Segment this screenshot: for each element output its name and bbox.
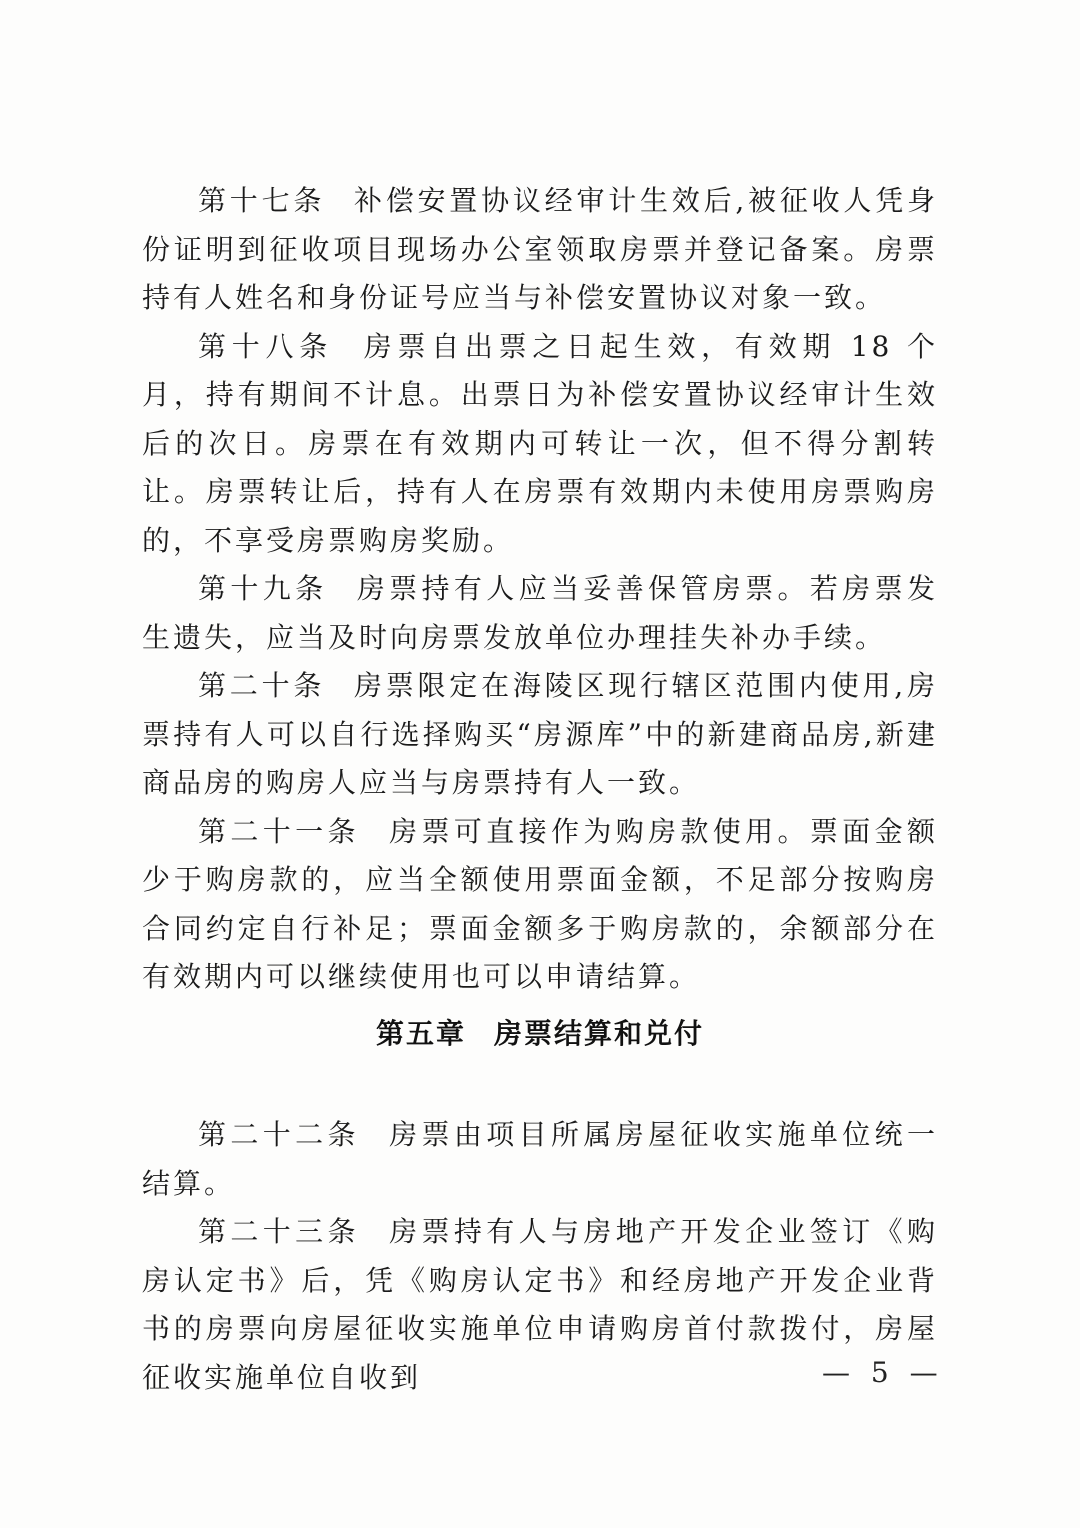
chapter-title: 房票结算和兑付 [494,1017,705,1050]
chapter-heading [0,1012,1080,1052]
article-17 [142,177,938,323]
article-text: 房票限定在海陵区现行辖区范围内使用,房票持有人可以自行选择购买“房源库”中的新建商品房,新建商品房的购房人应当与房票持有人一致。 [142,669,938,799]
article-text: 房票由项目所属房屋征收实施单位统一结算。 [142,1118,938,1200]
article-label: 第二十条 [198,669,326,702]
article-22 [142,1111,938,1208]
article-text: 房票持有人与房地产开发企业签订《购房认定书》后，凭《购房认定书》和经房地产开发企业背书的房票向房屋征收实施单位申请购房首付款拨付，房屋征收实施单位自收到 [142,1215,938,1394]
article-label: 第十七条 [198,184,326,217]
article-label: 第二十三条 [198,1215,360,1248]
article-text: 房票自出票之日起生效，有效期 18 个月，持有期间不计息。出票日为补偿安置协议经审计生效后的次日。房票在有效期内可转让一次，但不得分割转让。房票转让后，持有人在房票有效期内未使用房票购房的，不享受房票购房奖励。 [142,329,938,557]
article-text: 房票可直接作为购房款使用。票面金额少于购房款的，应当全额使用票面金额，不足部分按购房合同约定自行补足；票面金额多于购房款的，余额部分在有效期内可以继续使用也可以申请结算。 [142,814,938,993]
page-number: — 5 — [822,1356,944,1389]
article-18 [142,323,938,566]
chapter-number: 第五章 [375,1017,466,1050]
article-label: 第二十一条 [198,814,360,848]
article-19 [142,565,938,662]
article-text: 补偿安置协议经审计生效后,被征收人凭身份证明到征收项目现场办公室领取房票并登记备案。房票持有人姓名和身份证号应当与补偿安置协议对象一致。 [142,184,938,314]
article-text: 房票持有人应当妥善保管房票。若房票发生遗失，应当及时向房票发放单位办理挂失补办手续。 [142,572,938,654]
articles-section-2 [142,1111,938,1402]
article-20 [142,662,938,808]
article-label: 第十八条 [198,329,333,363]
article-label: 第二十二条 [198,1118,360,1151]
article-23 [142,1208,938,1402]
articles-section-1 [142,177,938,1002]
article-21 [142,808,938,1002]
article-label: 第十九条 [198,572,328,605]
